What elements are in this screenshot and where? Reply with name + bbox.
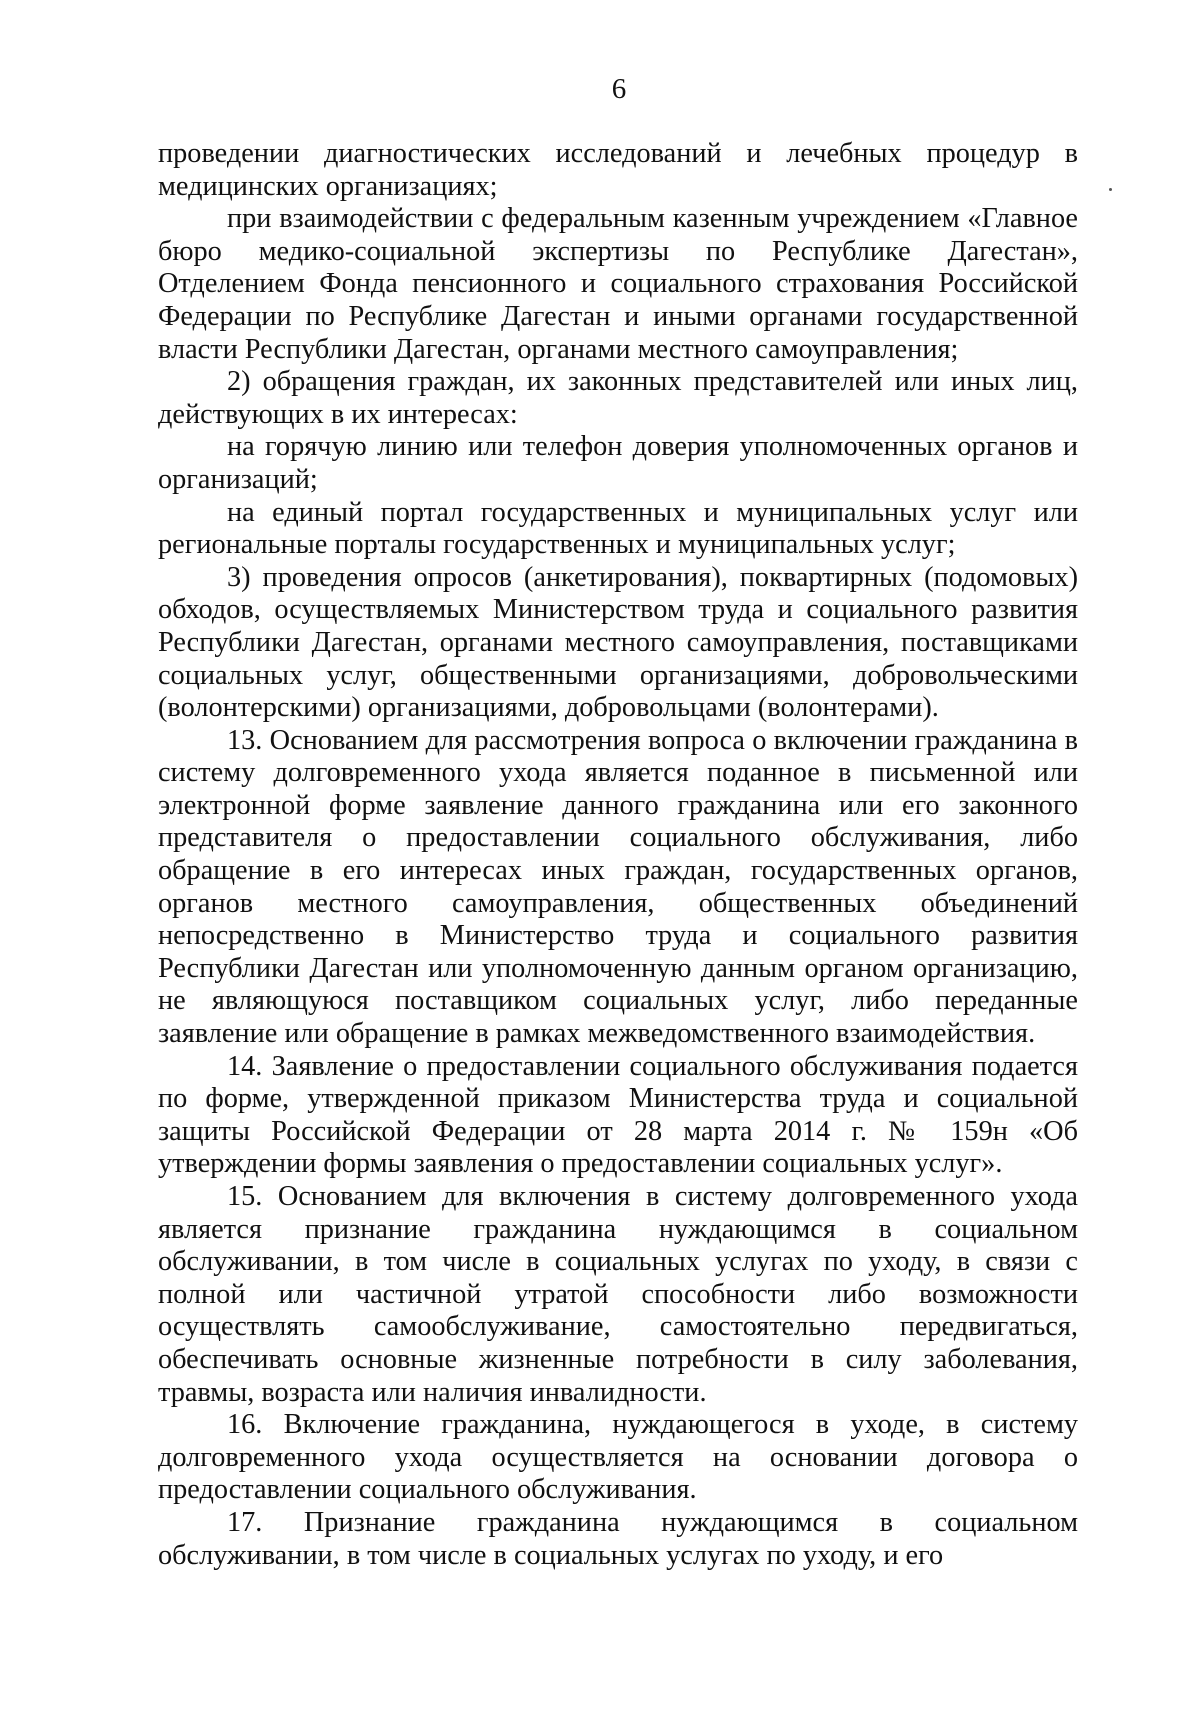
page-number: 6: [611, 73, 627, 105]
paragraph-15: 15. Основанием для включения в систему долговременного ухода является признание гражданина нуждающимся в социальном обслуживании, в том числе в социальных услугах по уходу, в связи с полной или частичной утратой способности либо возможности осуществлять самообслуживание, самостоятельно передвигаться, обеспечивать основные жизненные потребности в силу заболевания, травмы, возраста или наличия инвалидности.: [158, 1181, 1078, 1408]
paragraph-14: 14. Заявление о предоставлении социального обслуживания подается по форме, утвержденной приказом Министерства труда и социальной защиты Российской Федерации от 28 марта 2014 г. № 159н «Об утверждении формы заявления о предоставлении социальных услуг».: [158, 1050, 1078, 1180]
document-body: [158, 138, 1078, 1572]
paragraph-portal: на единый портал государственных и муниципальных услуг или региональные порталы государственных и муниципальных услуг;: [158, 496, 1078, 561]
paragraph-hotline: на горячую линию или телефон доверия уполномоченных органов и организаций;: [158, 431, 1078, 495]
paragraph-item-3: 3) проведения опросов (анкетирования), поквартирных (подомовых) обходов, осуществляемых Министерством труда и социального развития Республики Дагестан, органами местного самоуправления, поставщиками социальных услуг, общественными организациями, добровольческими (волонтерскими) организациями, добровольцами (волонтерами).: [158, 561, 1078, 724]
paragraph-interaction: при взаимодействии с федеральным казенным учреждением «Главное бюро медико-социальной экспертизы по Республике Дагестан», Отделением Фонда пенсионного и социального страхования Российской Федерации по Республике Дагестан и иными органами государственной власти Республики Дагестан, органами местного самоуправления;: [158, 203, 1078, 365]
paragraph-item-2: 2) обращения граждан, их законных представителей или иных лиц, действующих в их интересах:: [158, 366, 1078, 430]
paragraph-16: 16. Включение гражданина, нуждающегося в уходе, в систему долговременного ухода осуществляется на основании договора о предоставлении социального обслуживания.: [158, 1409, 1078, 1506]
paragraph-continuation: проведении диагностических исследований и лечебных процедур в медицинских организациях;: [158, 138, 1078, 202]
scan-speck: [1109, 188, 1112, 191]
paragraph-13: 13. Основанием для рассмотрения вопроса о включении гражданина в систему долговременного ухода является поданное в письменной или электронной форме заявление данного гражданина или его законного представителя о предоставлении социального обслуживания, либо обращение в его интересах иных граждан, государственных органов, органов местного самоуправления, общественных объединений непосредственно в Министерство труда и социального развития Республики Дагестан или уполномоченную данным органом организацию, не являющуюся поставщиком социальных услуг, либо переданные заявление или обращение в рамках межведомственного взаимодействия.: [158, 724, 1078, 1050]
paragraph-17: 17. Признание гражданина нуждающимся в социальном обслуживании, в том числе в социальных услугах по уходу, и его: [158, 1506, 1078, 1571]
